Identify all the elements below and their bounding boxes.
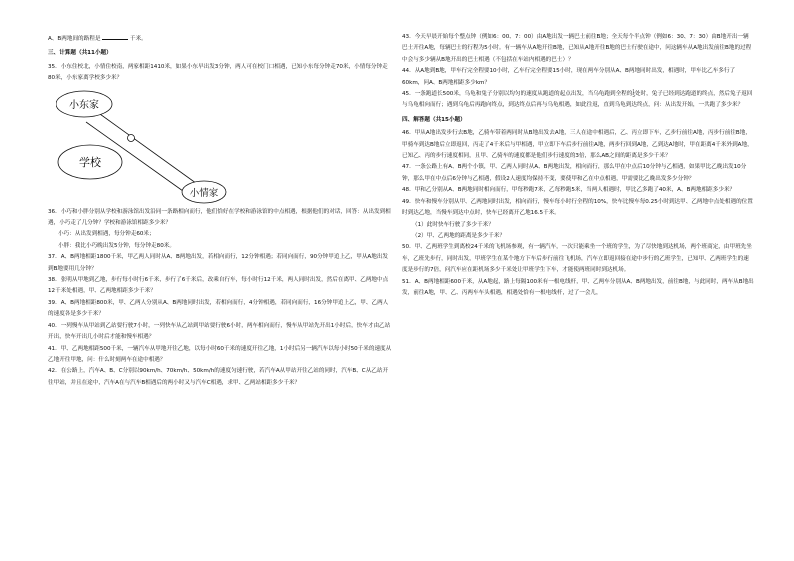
- question-36-dialog-a: 小巧：从出发到相遇，每分钟走60米；: [58, 231, 155, 238]
- question-49: 49．快车和慢车分别从甲、乙两地同时出发，相向而行，慢车每小时行全程的10%，快车比慢车每0.25小时到达甲、乙两地中点处相遇的位置时到达乙地，当慢车到达中点时，快车已经离开乙地16.5千米。: [402, 198, 753, 217]
- left-column: [48, 32, 393, 389]
- question-35: 35．小东住校北，小情住校南，两家相距1410米，如果小东早出发3分钟，两人可在校门口相遇，已知小东每分钟走70米，小情每分钟走80米，小东家离学校多少米？: [48, 63, 388, 82]
- question-42: 42．在公路上，汽车A、B、C分别以90km/h、70km/h、50km/h的速度匀速行驶，若汽车A从甲站开往乙站的同时，汽车B、C从乙站开往甲站，并且在途中，汽车A在与汽车B相遇后的两小时又与汽车C相遇，求甲、乙两站相距多少千米？: [48, 368, 389, 386]
- question-49-part-2: （2）甲、乙两地的距离是多少千米？: [412, 232, 506, 239]
- section-4-title: 四、解答题（共15小题）: [402, 116, 466, 123]
- answer-blank[interactable]: [102, 32, 128, 40]
- question-48: 48．甲和乙分别从A、B两地同时相向而行，甲每秒跑7米，乙每秒跑5米，当两人相遇时，甲比乙多跑了40米，A、B两地相距多少米？: [402, 187, 736, 194]
- fraction-one-fifth: 1 5: [632, 88, 635, 98]
- section-3-title: 三、计算题（共11小题）: [48, 50, 112, 57]
- school-gate-point: [128, 134, 135, 141]
- question-47: 47．一条公路上有A、B两个小镇，甲、乙两人同时从A、B两地出发，相向而行，那么甲在中点后10分钟与乙相遇，如果甲比乙晚出发10分钟，那么甲在中点后6分钟与乙相遇，假设2人速度均保持不变，要使甲和乙在中点相遇，甲需要比乙晚出发多少分钟？: [402, 164, 747, 182]
- question-34-tail: A、B两地间的路程是 千米。: [48, 32, 393, 45]
- question-36-dialog-b: 小胖：我比小巧晚出发5分钟，每分钟走80米。: [58, 242, 175, 249]
- question-39: 39．A、B两地相距800米，甲、乙两人分别从A、B两地同时出发，若相向而行，4分钟相遇，若同向而行，16分钟甲追上乙，甲、乙两人的速度各是多少千米？: [48, 299, 389, 318]
- question-46: 46．甲从A地出发步行去B地，乙骑车带着两同时从B地出发去A地，三人在途中相遇后，乙、丙立即下车，乙步行前往A地，丙步行前往B地，甲骑车到达B地后立即返回，丙走了4千米后与甲相遇，甲立即下车后步行前往A地，两步行回到A地，乙到达A地时，甲在距离4千米外到A地，已知乙、丙的步行速度相同，且甲、乙骑车的速度都是他们步行速度的3倍，那么AB之间的距离是多少千米？: [402, 130, 753, 160]
- question-51: 51．A、B两地相距600千米，从A地起，路上每隔100米有一根电线杆，甲、乙两车分别从A、B两地出发，前往B地，与此同时，两车从B地出发，前往A地，甲、乙、丙两车车头相遇，相遇处恰有一根电线杆，过了一会儿，: [402, 278, 754, 296]
- question-41: 41．甲、乙两地相距500千米，一辆汽车从甲地开往乙地，以每小时60千米的速度开往乙地，1小时后另一辆汽车以每小时50千米的速度从乙地开往甲地，问：什么时刻两车在途中相遇？: [48, 345, 392, 363]
- question-45: 45．一条跑道长500米，乌龟和兔子分别以均匀的速度从跑道的起点出发，当乌龟跑到全程的1 5处时，兔子已经到达跑道的终点，然后兔子返回与乌龟相向而行；遇到乌龟后再跑向终点，到达终点后再与乌龟相遇，如此往返，直到乌龟到达终点，问：从出发开始，一共跑了多少米？: [402, 88, 753, 109]
- question-36: 36．小巧和小胖分别从学校和游泳馆出发沿同一条路相向而行，他们恰好在学校和游泳馆的中点相遇，根据他们的对话，回答：从出发到相遇，小巧走了几分钟？学校和游泳馆相距多少米？: [48, 208, 391, 227]
- question-38: 38．张明从甲地到乙地，步行每小时行6千米，步行了6千米后，改乘自行车，每小时行12千米，两人同时出发，然后在离甲、乙两地中点12千米处相遇，甲、乙两地相距多少千米？: [48, 277, 389, 295]
- question-40: 40．一列慢车从甲站到乙站要行驶7小时，一列快车从乙站到甲站要行驶6小时，两车相向而行，慢车从甲站先开出1小时后，快车才由乙站开出，快车开出几小时后才能和慢车相遇？: [48, 322, 391, 341]
- question-49-part-1: （1）此时快车行驶了多少千米？: [412, 221, 494, 228]
- route-diagram: [56, 88, 256, 204]
- right-column: [402, 32, 754, 299]
- home-xiaodong-label: 小东家: [69, 99, 99, 111]
- question-43: 43．今天早晨开始每个整点钟（例如6：00、7：00）由A地出发一辆巴士前往B地；全天每个半点钟（例如6：30、7：30）由B地开出一辆巴士开往A地，每辆巴士的行程为5小时。有一辆车从A地开往B地，已知从A地开往B地的巴士行驶在途中，问这辆车从A地出发前往B地的过程中会与多少辆从B地开出的巴士相遇（不包括在车站内相遇的巴士）？: [402, 34, 752, 63]
- question-37: 37．A、B两地相距1800千米，甲乙两人同时从A、B两地出发，若相向而行，12分钟相遇；若同向而行，90分钟甲追上乙，甲从A地出发到B地要用几分钟？: [48, 254, 389, 272]
- home-xiaoqing-label: 小情家: [189, 187, 219, 199]
- question-44: 44．从A地到B地，甲车行完全程要10小时，乙车行完全程要15小时，现在两车分别从A、B两地同时出发，相遇时，甲车比乙车多行了60km，问A、B两地相距多少km？: [402, 68, 736, 86]
- question-50: 50．甲、乙两班学生到离校24千米的飞机场参观，有一辆汽车，一次只能乘坐一个班的学生，为了尽快地到达机场，两个班商定，由甲班先坐车，乙班先步行，同时出发，甲班学生在某个地方下车后步行前往飞机场，汽车立即返回接在途中步行的乙班学生，已知甲、乙两班学生的速度是步行的7倍，问汽车应在距机场多少千米处让甲班学生下车，才能使两班同时到达机场。: [402, 244, 752, 274]
- school-label: 学校: [79, 155, 101, 169]
